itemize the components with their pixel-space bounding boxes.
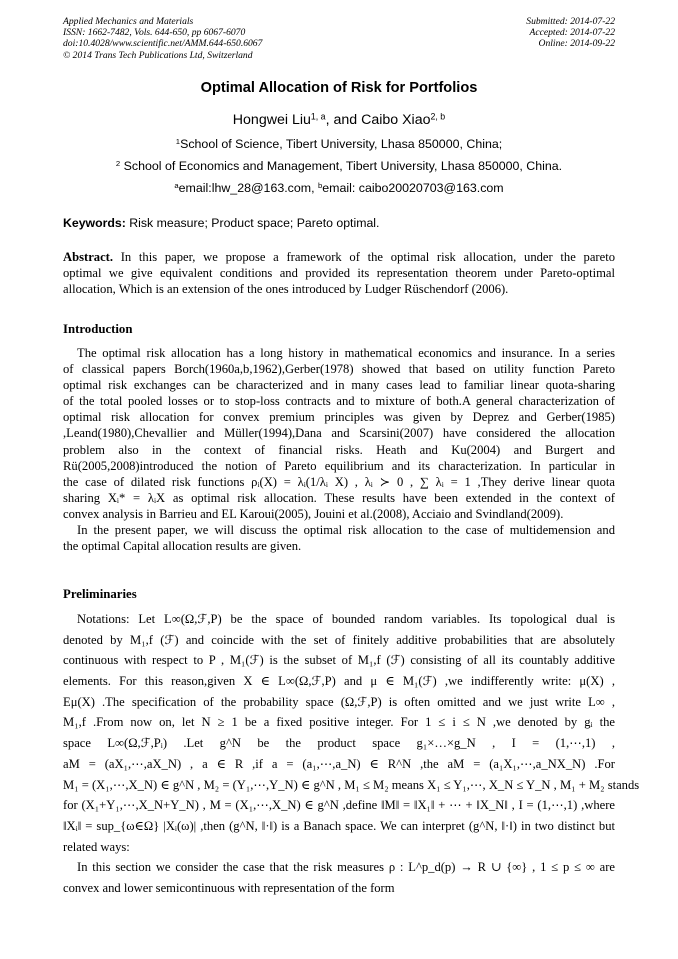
author-emails <box>0 181 678 195</box>
copyright: © 2014 Trans Tech Publications Ltd, Switzerland <box>63 49 253 61</box>
prelim-line: denoted by M₁,f (ℱ) and coincide with the set of finitely additive probabilities that are absolutely <box>63 632 615 647</box>
prelim-line: related ways: <box>63 839 130 854</box>
affiliation-2-text: School of Economics and Management, Tibert University, Lhasa 850000, China. <box>123 159 563 173</box>
author-2-affil: 2, b <box>430 111 446 122</box>
journal-name: Applied Mechanics and Materials <box>63 16 194 27</box>
intro-line: convex analysis in Barrieu and EL Karoui(2005), Jouini et al.(2008), Acciaio and Svindland(2009). <box>63 506 564 521</box>
intro-line: the case of dilated risk functions ρᵢ(X) = λᵢ(1/λᵢ X) , λᵢ ≻ 0 , ∑ λᵢ = 1 ,They derive linear quota <box>63 474 615 489</box>
prelim-line: In this section we consider the case that the risk measures ρ : L^p_d(p) → R ∪ {∞} , 1 ≤ p ≤ ∞ are <box>77 860 615 875</box>
submission-dates <box>526 16 615 50</box>
prelim-line: aM = (aX₁,⋯,aX_N) , a ∈ R ,if a = (a₁,⋯,a_N) ∈ R^N ,the aM = (a₁X₁,⋯,a_NX_N) .For <box>63 756 615 771</box>
affiliation-2-mark: 2 <box>115 159 121 169</box>
email-b-mark: b <box>317 181 323 191</box>
preliminaries-body <box>63 609 640 899</box>
prelim-line: continuous with respect to P , M₁(ℱ) is the subset of M₁,f (ℱ) consisting of all its countably additive <box>63 653 615 668</box>
intro-line: sharing Xᵢ* = λᵢX as optimal risk allocation. These results have been extended in the context of <box>63 490 615 505</box>
prelim-line: M₁ = (X₁,⋯,X_N) ∈ g^N , M₂ = (Y₁,⋯,Y_N) ∈ g^N , M₁ ≤ M₂ means X₁ ≤ Y₁,⋯, X_N ≤ Y_N , M₁ + M₂ stands <box>63 777 640 792</box>
affiliation-1 <box>0 137 678 151</box>
submitted-date: Submitted: 2014-07-22 <box>526 16 615 27</box>
preliminaries-heading: Preliminaries <box>63 587 137 601</box>
intro-line: ,Leand(1980),Chevallier and Müller(1994),Dana and Scarsini(2007) have considered the allocation <box>63 426 615 441</box>
intro-line: Rü(2005,2008)introduced the notion of Pareto equilibrium and its characterization. In particular in <box>63 458 615 473</box>
doi-link[interactable]: doi:10.4028/www.scientific.net/AMM.644-650.6067 <box>63 38 263 50</box>
intro-line: problem also in the context of financial risks. Heath and Ku(2004) and Burgert and <box>63 442 615 457</box>
intro-line: In the present paper, we will discuss the optimal risk allocation to the case of multidemension and <box>77 523 615 538</box>
prelim-line: elements. For this reason,given X ∈ L∞(Ω,ℱ,P) and μ ∈ M₁(ℱ) ,we indifferently write: μ(X) , <box>63 674 615 689</box>
intro-line: optimal risk allocation for convex premium principles was given by Deprez and Gerber(1985) <box>63 410 615 425</box>
author-conj: , and <box>325 112 362 128</box>
affiliation-2 <box>0 159 678 173</box>
prelim-line: Eμ(X) .The specification of the probability space (Ω,ℱ,P) is often omitted and we just write L∞ , <box>63 694 615 709</box>
intro-line: The optimal risk allocation has a long history in mathematical economics and insurance. In a series <box>77 346 615 360</box>
email-a[interactable]: email:lhw_28@163.com, <box>178 181 318 195</box>
journal-issn: ISSN: 1662-7482, Vols. 644-650, pp 6067-6070 <box>63 27 246 39</box>
email-b[interactable]: email: caibo20020703@163.com <box>322 181 504 195</box>
abstract-line <box>63 249 615 265</box>
intro-line: of the total pooled losses or to stop-loss contracts and to mixture of both.A general characterization of <box>63 394 615 409</box>
paper-title: Optimal Allocation of Risk for Portfolios <box>200 80 478 96</box>
introduction-heading: Introduction <box>63 322 133 336</box>
author-1: Hongwei Liu <box>232 112 311 128</box>
abstract-line: allocation, Which is an extension of the ones introduced by Ludger Rüschendorf (2006). <box>63 282 509 296</box>
introduction-body <box>63 345 615 554</box>
prelim-line: space L∞(Ω,ℱ,Pᵢ) .Let g^N be the product space g₁×…×g_N , I = (1,⋯,1) , <box>63 736 615 751</box>
intro-line: optimal risk exchanges can be characterized and in many cases lead to familiar linear quota-sharing <box>63 378 615 393</box>
keywords-label: Keywords: <box>63 216 126 230</box>
online-date: Online: 2014-09-22 <box>538 38 615 50</box>
prelim-line: convex and lower semicontinuous with representation of the form <box>63 880 395 895</box>
keywords <box>63 216 615 230</box>
author-1-affil: 1, a <box>310 111 326 122</box>
author-line <box>0 112 678 128</box>
prelim-line: M₁,f .From now on, let N ≥ 1 be a fixed positive integer. For 1 ≤ i ≤ N ,we denoted by gᵢ the <box>63 715 615 730</box>
email-a-mark: a <box>174 181 179 191</box>
abstract-text: In this paper, we propose a framework of the optimal risk allocation, under the pareto <box>113 250 615 264</box>
abstract-line: optimal we give equivalent conditions and provided its representation theorem under Pareto-optimal <box>63 266 615 280</box>
intro-line: of classical papers Borch(1960a,b,1962),Gerber(1978) showed that based on utility function Pareto <box>63 362 615 377</box>
prelim-line: Notations: Let L∞(Ω,ℱ,P) be the space of bounded random variables. Its topological dual is <box>77 612 615 626</box>
abstract-label: Abstract. <box>63 250 114 264</box>
author-2: Caibo Xiao <box>361 112 431 128</box>
intro-line: the optimal Capital allocation results are given. <box>63 539 302 554</box>
affiliation-1-mark: 1 <box>175 137 181 147</box>
accepted-date: Accepted: 2014-07-22 <box>529 27 615 39</box>
affiliation-1-text: School of Science, Tibert University, Lhasa 850000, China; <box>180 137 503 151</box>
prelim-line: ‖Xᵢ‖ = sup_{ω∈Ω} |Xᵢ(ω)| ,then (g^N, ‖·‖) is a Banach space. We can interpret (g^N, ‖·‖) in two distinct but <box>63 818 615 833</box>
journal-info <box>63 16 262 61</box>
keywords-text: Risk measure; Product space; Pareto optimal. <box>125 216 380 230</box>
prelim-line: for (X₁+Y₁,⋯,X_N+Y_N) , M = (X₁,⋯,X_N) ∈ g^N ,define ‖M‖ = ‖X₁‖ + ⋯ + ‖X_N‖ , I = (1,⋯,1) ,where <box>63 798 615 813</box>
abstract <box>63 249 615 297</box>
